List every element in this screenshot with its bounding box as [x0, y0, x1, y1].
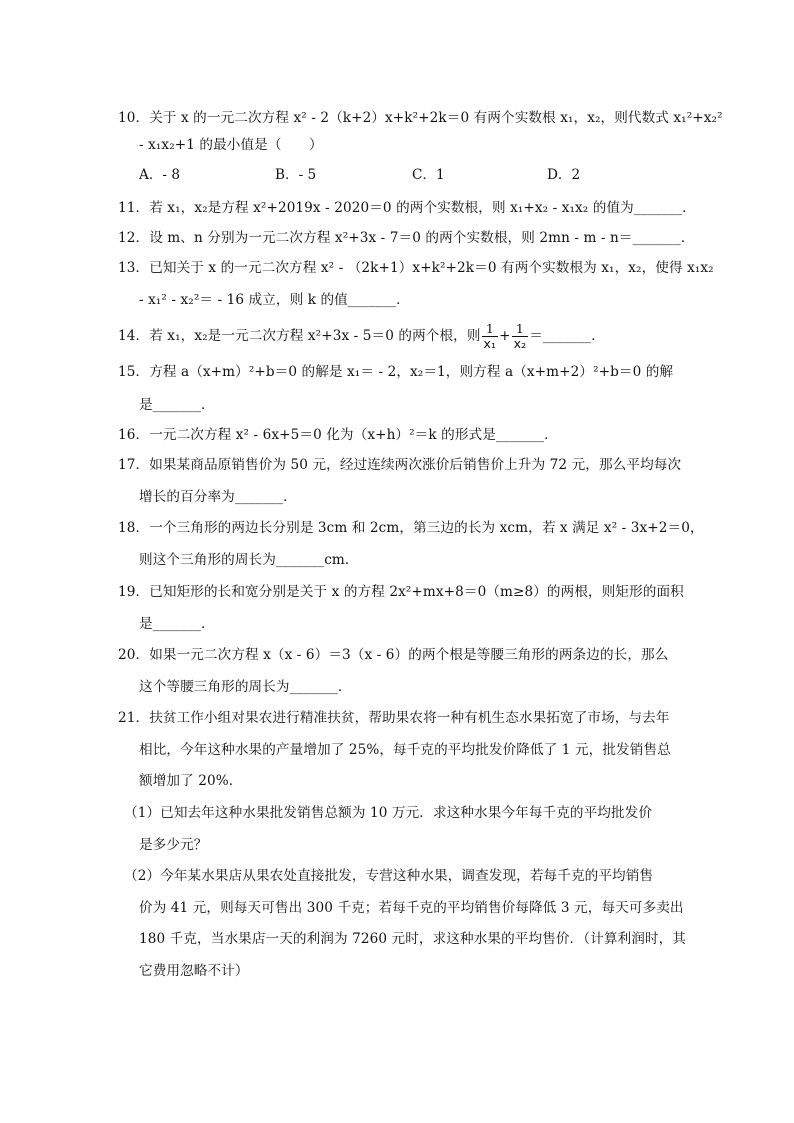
q10-option-d: D．2: [547, 167, 581, 183]
question-line-q10-l1: 10．关于 x 的一元二次方程 x² - 2（k+2）x+k²+2k＝0 有两个实数根 x₁，x₂，则代数式 x₁²+x₂²: [118, 110, 723, 126]
question-line-q18-l2: 则这个三角形的周长为_______cm．: [139, 552, 359, 568]
question-line-q21-l2: 相比，今年这种水果的产量增加了 25%，每千克的平均批发价降低了 1 元，批发销售总: [139, 742, 671, 758]
question-line-q21-p2-l2: 价为 41 元，则每天可售出 300 千克；若每千克的平均销售价每降低 3 元，每天可多卖出: [139, 900, 684, 916]
question-line-q17-l2: 增长的百分率为_______．: [139, 489, 297, 505]
question-line-q21-l3: 额增加了 20%．: [139, 773, 243, 789]
question-line-q21-p1-l1: （1）已知去年这种水果批发销售总额为 10 万元．求这种水果今年每千克的平均批发价: [124, 805, 653, 821]
question-line-q20-l2: 这个等腰三角形的周长为_______．: [139, 679, 352, 695]
question-line-q21-p2-l1: （2）今年某水果店从果农处直接批发，专营这种水果，调查发现，若每千克的平均销售: [124, 868, 654, 884]
question-line-q12: 12．设 m、n 分别为一元二次方程 x²+3x - 7＝0 的两个实数根，则 2mn - m - n＝_______．: [118, 230, 695, 246]
question-line-q18-l1: 18．一个三角形的两边长分别是 3cm 和 2cm，第三边的长为 xcm，若 x 满足 x² - 3x+2＝0，: [118, 520, 704, 536]
q14-fraction-2: [512, 322, 529, 351]
q14-frac2-denominator: x₂: [513, 336, 527, 351]
question-line-q15-l2: 是_______．: [139, 397, 215, 413]
q14-frac2-numerator: 1: [512, 322, 529, 337]
question-line-q21-p2-l3: 180 千克，当水果店一天的利润为 7260 元时，求这种水果的平均售价．（计算利润时，其: [139, 931, 686, 947]
q10-option-b: B．- 5: [275, 167, 317, 183]
question-line-q21-l1: 21．扶贫工作小组对果农进行精准扶贫，帮助果农将一种有机生态水果拓宽了市场，与去年: [118, 710, 670, 726]
question-line-q16: 16．一元二次方程 x² - 6x+5＝0 化为（x+h）²＝k 的形式是_______．: [118, 427, 558, 443]
q14-plus: +: [499, 328, 511, 344]
question-line-q15-l1: 15．方程 a（x+m）²+b＝0 的解是 x₁＝ - 2，x₂＝1，则方程 a（x+m+2）²+b＝0 的解: [118, 364, 674, 380]
question-line-q17-l1: 17．如果某商品原销售价为 50 元，经过连续两次涨价后销售价上升为 72 元，那么平均每次: [118, 457, 682, 473]
question-line-q11: 11．若 x₁，x₂是方程 x²+2019x - 2020＝0 的两个实数根，则 x₁+x₂ - x₁x₂ 的值为_______．: [118, 200, 696, 216]
question-14: [118, 322, 605, 351]
q10-option-a: A．- 8: [139, 167, 180, 183]
q14-frac1-denominator: x₁: [483, 336, 497, 351]
q14-prefix: 14．若 x₁，x₂是一元二次方程 x²+3x - 5＝0 的两个根，则: [118, 328, 481, 344]
question-line-q20-l1: 20．如果一元二次方程 x（x - 6）＝3（x - 6）的两个根是等腰三角形的两条边的长，那么: [118, 647, 669, 663]
question-line-q13-l1: 13．已知关于 x 的一元二次方程 x² - （2k+1）x+k²+2k＝0 有两个实数根为 x₁，x₂，使得 x₁x₂: [118, 260, 714, 276]
question-line-q10-l2: - x₁x₂+1 的最小值是（ ）: [139, 137, 323, 153]
question-line-q21-p1-l2: 是多少元？: [139, 837, 208, 853]
question-line-q21-p2-l4: 它费用忽略不计）: [139, 963, 249, 979]
question-line-q19-l1: 19．已知矩形的长和宽分别是关于 x 的方程 2x²+mx+8＝0（m≥8）的两根，则矩形的面积: [118, 584, 684, 600]
q14-suffix: ＝_______．: [529, 328, 605, 344]
question-line-q13-l2: - x₁² - x₂²＝ - 16 成立，则 k 的值_______．: [139, 292, 410, 308]
q10-option-c: C．1: [412, 167, 445, 183]
question-line-q19-l2: 是_______．: [139, 616, 215, 632]
q14-fraction-1: [482, 322, 499, 351]
q14-frac1-numerator: 1: [482, 322, 499, 337]
